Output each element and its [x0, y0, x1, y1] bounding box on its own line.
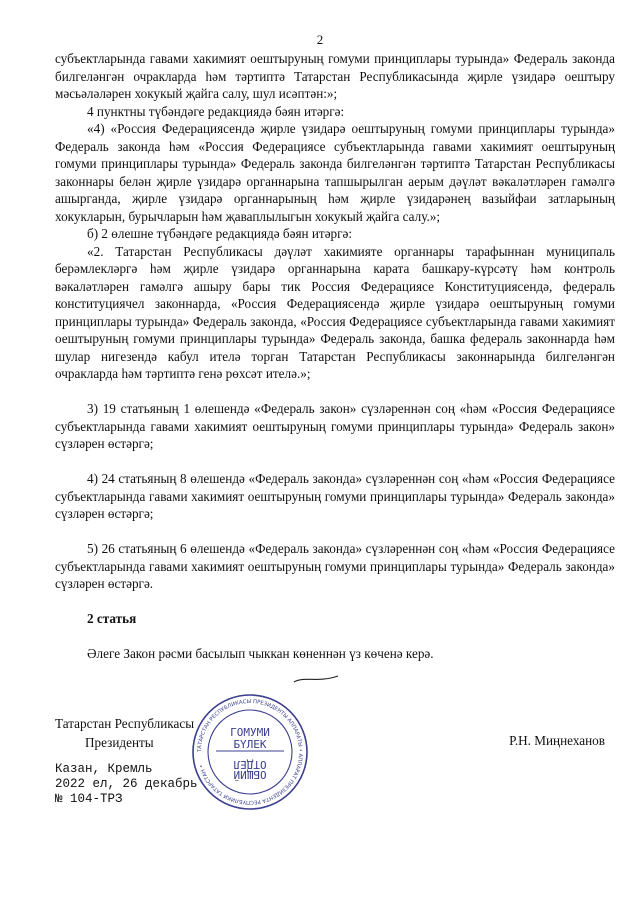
law-registration	[55, 762, 198, 807]
signatory-title-line1: Татарстан Республикасы	[55, 716, 195, 731]
paragraph-article19: 3) 19 статьяның 1 өлешендә «Федераль закон» сүзләреннән соң «һәм «Россия Федерациясе субъектларында гавами хакимият оештыруның гомуми принциплары турында» Федераль закон» сүзләрен өстәргә;	[55, 401, 615, 451]
document-body	[55, 50, 615, 663]
handwritten-strike-mark	[292, 674, 340, 684]
place: Казан, Кремль	[55, 762, 153, 776]
paragraph-article26: 5) 26 статьяның 6 өлешендә «Федераль законда» сүзләреннән соң «һәм «Россия Федерациясе субъектларында гавами хакимият оештыруның гомуми принциплары турында» Федераль законда» сүзләрен өстәргә.	[55, 541, 615, 591]
article-text: Әлеге Закон рәсми басылып чыккан көненнән үз көченә керә.	[87, 646, 434, 661]
paragraph-item4-instruction: 4 пунктны түбәндәге редакциядә бәян итәргә:	[87, 103, 345, 119]
signatory-title-line2: Президенты	[85, 735, 154, 750]
paragraph-part2-text: «2. Татарстан Республикасы дәүләт хакимияте органнары тарафыннан муниципаль берәмлекләргә һәм җирле үзидарә органнарына карата башкару-күрсәтү һәм контроль вәкаләтләрен гамәлгә ашыру бары тик Россия Федерациясе Конституциясендә, федераль конституциячел законнарда, «Россия Федерациясендә җирле үзидарә оештыруның гомуми принциплары турында» Федераль законда, «Россия Федерациясе субъектларында гавами хакимият оештыруның гомуми принциплары турында» Федераль законда, башка федераль законнарда һәм шулар нигезендә кабул ителә торган Татарстан Республикасы законнарында билгеләнгән очракларда һәм тәртиптә генә рөхсәт ителә.»;	[55, 243, 615, 381]
date: 2022 ел, 26 декабрь	[55, 777, 198, 791]
law-number: № 104-ТРЗ	[55, 792, 123, 806]
paragraph-continuation: субъектларында гавами хакимият оештыруның гомуми принциплары турында» Федераль законда билгеләнгән очракларда һәм тәртиптә Татарстан Республикасында җирле үзидарә оештыру мәсьәләләрен хокукый җайга салу, шул исәптән:»;	[55, 51, 615, 101]
signatory-title	[55, 714, 194, 752]
stamp-line1: ГОМУМИ	[230, 726, 270, 739]
paragraph-item4-text: «4) «Россия Федерациясендә җирле үзидарә оештыруның гомуми принциплары турында» Федераль законда һәм «Россия Федерациясе субъектларында гавами хакимият оештыруның гомуми принциплары турында» Федераль законда билгеләнгән тәртиптә Татарстан Республикасы законнары белән җирле үзидарә органнарына тапшырылган аерым дәүләт вәкаләтләрен гамәлгә ашырганда, җирле үзидарә органнарының һәм җирле үзидарәнең вазыйфаи затларының хокукларын, бурычларын һәм җаваплылыгын хокукый җайга салу.»;	[55, 121, 615, 224]
paragraph-part2-instruction: б) 2 өлешне түбәндәге редакциядә бәян итәргә:	[87, 226, 353, 241]
stamp-outer-ring	[193, 695, 307, 809]
page-number: 2	[316, 32, 324, 47]
signatory-name: Р.Н. Миңнеханов	[509, 733, 605, 748]
paragraph-article24: 4) 24 статьяның 8 өлешендә «Федераль законда» сүзләреннән соң «һәм «Россия Федерациясе субъектларында гавами хакимият оештыруның гомуми принциплары турында» Федераль законда» сүзләрен өстәргә;	[55, 471, 615, 521]
stamp-line3: ОТДЕЛ	[233, 758, 267, 771]
stamp-line4: ОБЩИЙ	[233, 768, 267, 781]
article-heading: 2 статья	[87, 611, 137, 626]
stamp-ring-text: ТАТАРСТАН РЕСПУБЛИКАСЫ ПРЕЗИДЕНТЫ АППАРАТЫ • АППАРАТ ПРЕЗИДЕНТА РЕСПУБЛИКИ ТАТАРСТАН •	[196, 698, 304, 806]
stamp-line2: БҮЛЕК	[233, 738, 267, 751]
official-stamp	[190, 692, 310, 812]
